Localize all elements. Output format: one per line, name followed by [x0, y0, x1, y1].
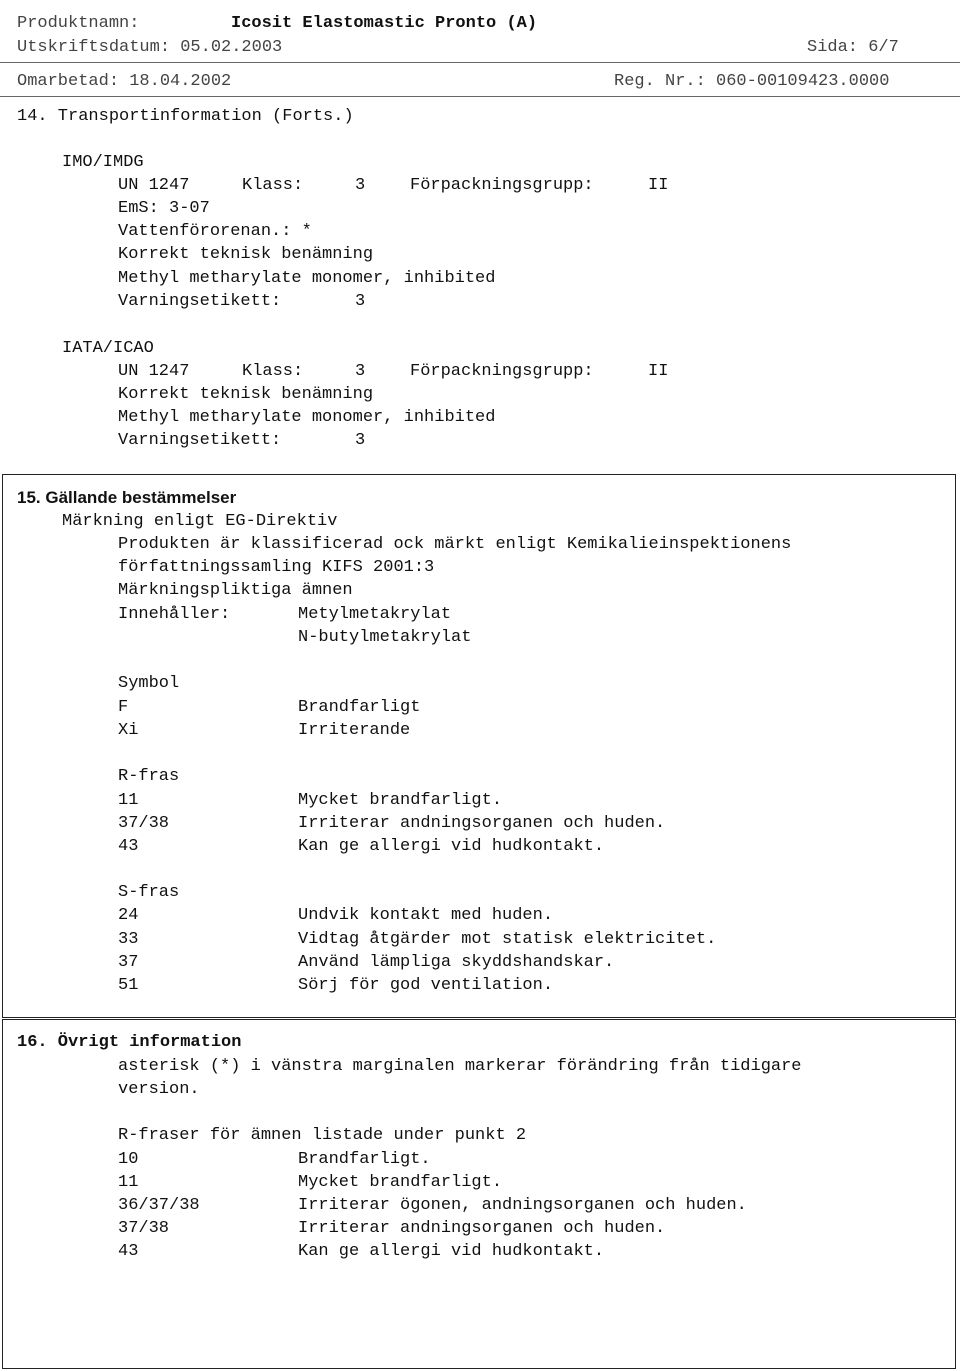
r-phrase-text: Irriterar andningsorganen och huden. [298, 814, 666, 833]
iata-name-label: Korrekt teknisk benämning [118, 385, 374, 404]
r-list-code: 37/38 [118, 1219, 170, 1238]
iata-heading: IATA/ICAO [62, 339, 154, 358]
s-phrase-code: 24 [118, 906, 139, 925]
imo-warn-label: Varningsetikett: [118, 292, 282, 311]
imo-class-value: 3 [355, 176, 366, 195]
s-phrase-code: 51 [118, 976, 139, 995]
symbol-code: F [118, 698, 129, 717]
substances-label: Märkningspliktiga ämnen [118, 581, 353, 600]
imo-warn-value: 3 [355, 292, 366, 311]
r-list-text: Irriterar andningsorganen och huden. [298, 1219, 666, 1238]
imo-name-label: Korrekt teknisk benämning [118, 245, 374, 264]
imo-pollutant: Vattenförorenan.: * [118, 222, 312, 241]
revised-date: Omarbetad: 18.04.2002 [17, 72, 232, 91]
symbol-code: Xi [118, 721, 139, 740]
header-divider [0, 62, 960, 63]
contains-label: Innehåller: [118, 605, 231, 624]
imo-pack-label: Förpackningsgrupp: [410, 176, 594, 195]
r-list-text: Kan ge allergi vid hudkontakt. [298, 1242, 605, 1261]
r-phrase-code: 43 [118, 837, 139, 856]
s-phrase-code: 33 [118, 930, 139, 949]
iata-pack-label: Förpackningsgrupp: [410, 362, 594, 381]
iata-name-value: Methyl metharylate monomer, inhibited [118, 408, 496, 427]
page-number: Sida: 6/7 [807, 38, 899, 57]
imo-un: UN 1247 [118, 176, 190, 195]
iata-class-label: Klass: [242, 362, 304, 381]
product-name: Icosit Elastomastic Pronto (A) [231, 14, 538, 33]
iata-warn-value: 3 [355, 431, 366, 450]
r-phrase-text: Mycket brandfarligt. [298, 791, 503, 810]
note-text-1: asterisk (*) i vänstra marginalen markerar förändring från tidigare [118, 1057, 802, 1076]
r-fras-label: R-fras [118, 767, 180, 786]
r-list-code: 43 [118, 1242, 139, 1261]
imo-ems: EmS: 3-07 [118, 199, 210, 218]
header-divider-2 [0, 96, 960, 97]
r-list-text: Mycket brandfarligt. [298, 1173, 503, 1192]
s-phrase-text: Använd lämpliga skyddshandskar. [298, 953, 615, 972]
s-phrase-code: 37 [118, 953, 139, 972]
iata-un: UN 1247 [118, 362, 190, 381]
iata-class-value: 3 [355, 362, 366, 381]
product-label: Produktnamn: [17, 14, 140, 33]
section-15-title: 15. Gällande bestämmelser [17, 488, 237, 507]
labeling-heading: Märkning enligt EG-Direktiv [62, 512, 338, 531]
r-phrase-text: Kan ge allergi vid hudkontakt. [298, 837, 605, 856]
imo-pack-value: II [648, 176, 669, 195]
r-list-text: Irriterar ögonen, andningsorganen och huden. [298, 1196, 747, 1215]
imo-class-label: Klass: [242, 176, 304, 195]
s-phrase-text: Vidtag åtgärder mot statisk elektricitet. [298, 930, 717, 949]
r-list-code: 10 [118, 1150, 139, 1169]
contains-item: N-butylmetakrylat [298, 628, 472, 647]
note-text-2: version. [118, 1080, 200, 1099]
r-phrase-code: 11 [118, 791, 139, 810]
r-list-code: 36/37/38 [118, 1196, 200, 1215]
classified-text-1: Produkten är klassificerad ock märkt enligt Kemikalieinspektionens [118, 535, 792, 554]
s-phrase-text: Undvik kontakt med huden. [298, 906, 554, 925]
r-phrase-code: 37/38 [118, 814, 170, 833]
iata-pack-value: II [648, 362, 669, 381]
iata-warn-label: Varningsetikett: [118, 431, 282, 450]
section-14-title: 14. Transportinformation (Forts.) [17, 107, 354, 126]
s-fras-label: S-fras [118, 883, 180, 902]
r-list-label: R-fraser för ämnen listade under punkt 2 [118, 1126, 527, 1145]
contains-item: Metylmetakrylat [298, 605, 452, 624]
r-list-code: 11 [118, 1173, 139, 1192]
symbol-text: Irriterande [298, 721, 411, 740]
symbol-label: Symbol [118, 674, 180, 693]
imo-heading: IMO/IMDG [62, 153, 144, 172]
symbol-text: Brandfarligt [298, 698, 421, 717]
classified-text-2: författningssamling KIFS 2001:3 [118, 558, 435, 577]
r-list-text: Brandfarligt. [298, 1150, 431, 1169]
s-phrase-text: Sörj för god ventilation. [298, 976, 554, 995]
section-16-title: 16. Övrigt information [17, 1033, 242, 1052]
imo-name-value: Methyl metharylate monomer, inhibited [118, 269, 496, 288]
print-date: Utskriftsdatum: 05.02.2003 [17, 38, 283, 57]
registration-number: Reg. Nr.: 060-00109423.0000 [614, 72, 890, 91]
